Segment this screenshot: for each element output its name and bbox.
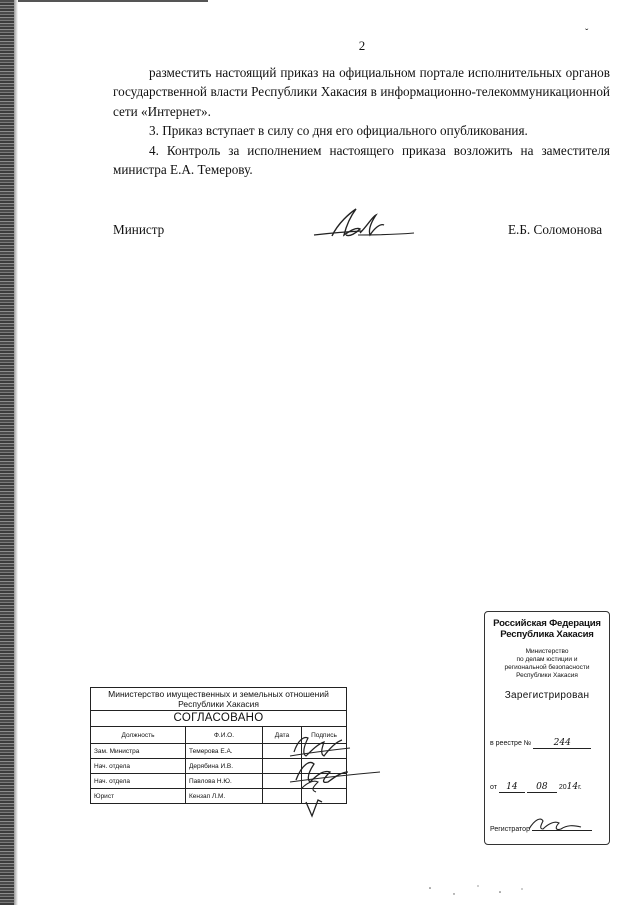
approval-organization: Министерство имущественных и земельных отношений Республики Хакасия [91,688,346,711]
scan-specks [420,880,540,900]
stamp-registry-number: 244 [533,738,591,749]
cell-name: Темерова Е.А. [186,744,263,759]
cell-position: Зам. Министра [91,744,186,759]
stamp-date-prefix: от [490,784,497,791]
header-name: Ф.И.О. [186,727,263,744]
stamp-date-year-suffix: 14 [566,782,579,792]
stamp-country-line: Российская Федерация [493,618,601,629]
registration-stamp [484,611,610,845]
stamp-date-day: 14 [499,782,525,793]
stamp-ministry-sec-line: региональной безопасности [504,664,590,671]
corner-mark: ˇ [585,28,589,39]
paragraph-control: 4. Контроль за исполнением настоящего приказа возложить на заместителя министра Е.А. Темерову. [113,142,610,178]
cell-name: Павлова Н.Ю. [186,774,263,789]
paragraph-effective: 3. Приказ вступает в силу со дня его официального опубликования. [149,123,528,139]
scan-top-line [18,0,208,2]
minister-signature [310,205,415,247]
cell-position: Нач. отдела [91,759,186,774]
stamp-registered: Зарегистрирован [504,690,590,701]
cell-position: Нач. отдела [91,774,186,789]
page-number: 2 [358,38,366,53]
approval-status: СОГЛАСОВАНО [91,711,346,727]
stamp-registrar-label: Регистратор [490,826,530,833]
stamp-registry-label: в реестре № [490,740,532,747]
registrar-signature [525,815,585,837]
cell-name: Кензап Л.М. [186,789,263,804]
header-date: Дата [263,727,302,744]
header-signature: Подпись [302,727,347,744]
approval-signatures [284,730,384,820]
signer-title: Министр [113,222,165,237]
order-text [113,63,610,179]
stamp-country [485,618,609,640]
stamp-ministry [485,648,609,680]
stamp-ministry-region-line: Республики Хакасия [516,672,578,679]
header-position: Должность [91,727,186,744]
stamp-ministry-line: Министерство [525,648,569,655]
stamp-registry-row [490,738,591,749]
paragraph-publication: разместить настоящий приказ на официальном портале исполнительных органов государственной власти Республики Хакасия в информационно-телекоммуникационной сети «Интернет». [113,65,610,119]
stamp-date-month: 08 [527,782,557,793]
cell-position: Юрист [91,789,186,804]
cell-name: Дерябина И.В. [186,759,263,774]
stamp-date-row [490,782,582,793]
stamp-region-line: Республика Хакасия [500,629,594,640]
scan-edge [0,0,14,905]
stamp-date-year-prefix: 20 [558,784,567,791]
stamp-ministry-of-line: по делам юстиции и [516,656,578,663]
signer-name: Е.Б. Соломонова [508,222,603,237]
stamp-date-suffix: г. [578,784,582,791]
